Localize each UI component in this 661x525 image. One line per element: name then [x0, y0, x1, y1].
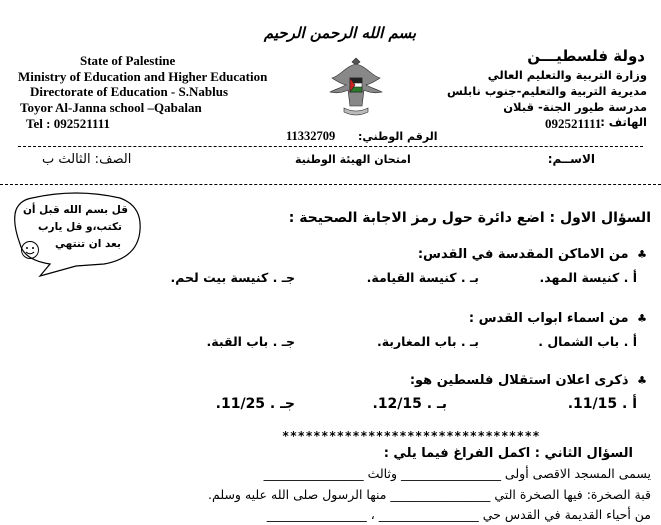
bubble-line-3: بعد ان تنتهي: [55, 238, 121, 250]
exam-title: امتحان الهيئة الوطنية: [295, 153, 411, 166]
ar-phone-label: الهاتف :: [600, 115, 647, 129]
q1-item-2-option-b[interactable]: بـ . باب المغاربة.: [376, 334, 479, 349]
speech-bubble: [6, 192, 146, 278]
q1-item-2-text: من اسماء ابواب القدس :: [468, 311, 629, 326]
q1-item-1-option-c[interactable]: جـ . كنيسة بيت لحم.: [170, 270, 295, 285]
ar-phone-value: 092521111: [545, 116, 602, 131]
q2-line-3: من أحياء القديمة في القدس حي ________________ ، ________________: [266, 507, 651, 522]
q1-item-3-text: ذكرى اعلان استقلال فلسطين هو:: [409, 373, 629, 388]
national-no-value: 11332709: [286, 129, 336, 143]
q2-title: السؤال الثاني : اكمل الفراغ فيما يلي :: [383, 446, 633, 461]
club-bullet-icon: ♣: [637, 374, 647, 387]
ar-ministry: وزارة التربية والتعليم العالي: [487, 68, 647, 82]
q1-item-3-option-a[interactable]: أ . 11/15.: [567, 396, 637, 412]
q2-line-2: قبة الصخرة: فيها الصخرة التي ________________ منها الرسول صلى الله عليه وسلم.: [208, 487, 651, 502]
ar-directorate: مديرية التربية والتعليم-جنوب نابلس: [446, 84, 647, 98]
q1-item-2-option-c[interactable]: جـ . باب القبة.: [206, 334, 295, 349]
smiley-icon: [20, 240, 40, 260]
ar-state: دولة فلسطيـــن: [527, 47, 645, 65]
q1-item-1-option-b[interactable]: بـ . كنيسة القيامة.: [366, 270, 479, 285]
q1-title: السؤال الاول : اضع دائرة حول رمز الاجابة الصحيحة :: [288, 210, 651, 226]
q2-line-1: يسمى المسجد الاقصى أولى ________________ وثالث ________________: [263, 466, 651, 481]
q1-item-3-question: [410, 373, 647, 388]
q1-item-3-option-b[interactable]: بـ . 12/15.: [372, 396, 447, 412]
grade-label: الصف: الثالث ب: [42, 152, 132, 167]
en-state: State of Palestine: [80, 53, 176, 68]
en-ministry: Ministry of Education and Higher Education: [18, 69, 268, 84]
q1-item-1-question: [418, 247, 647, 262]
basmala: بسم الله الرحمن الرحيم: [263, 24, 416, 42]
en-directorate: Directorate of Education - S.Nablus: [30, 84, 229, 99]
info-row-bottom-line: [0, 184, 661, 185]
q1-item-2-option-a[interactable]: أ . باب الشمال .: [538, 334, 637, 349]
en-phone: Tel : 092521111: [26, 116, 111, 131]
bubble-line-2: تكتب،و قل يارب: [37, 221, 122, 233]
en-school: Toyor Al-Janna school –Qabalan: [20, 100, 202, 115]
club-bullet-icon: ♣: [637, 248, 647, 261]
q1-item-2-question: [469, 311, 647, 326]
q1-item-1-option-a[interactable]: أ . كنيسة المهد.: [539, 270, 637, 285]
info-row-top-line: [18, 146, 643, 147]
ar-school: مدرسة طيور الجنة- قبلان: [503, 100, 647, 114]
separator-stars: *********************************: [282, 429, 541, 443]
national-no-label: الرقم الوطني:: [358, 130, 438, 143]
palestine-emblem: [326, 52, 386, 122]
q1-item-1-text: من الاماكن المقدسة في القدس:: [417, 247, 629, 262]
bubble-line-1: قل بسم الله قبل أن: [22, 204, 128, 216]
q1-item-3-option-c[interactable]: جـ . 11/25.: [215, 396, 295, 412]
club-bullet-icon: ♣: [637, 312, 647, 325]
name-label: الاســم:: [547, 152, 595, 166]
